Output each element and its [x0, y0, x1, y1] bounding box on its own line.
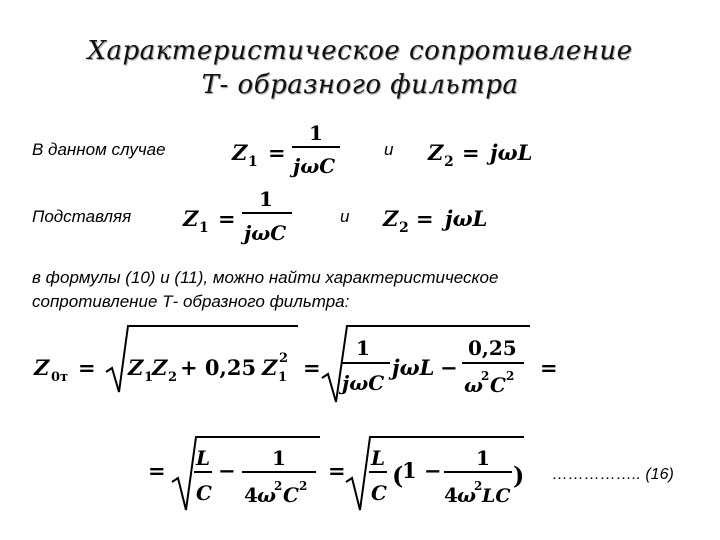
svg-text:1: 1	[144, 370, 154, 385]
equation-reference: …………….. (16)	[552, 466, 674, 483]
svg-text:Z: Z	[262, 355, 278, 380]
svg-text:=: =	[268, 140, 286, 165]
svg-text:2: 2	[444, 154, 454, 170]
svg-text:Z: Z	[383, 206, 399, 231]
svg-text:Z: Z	[232, 140, 248, 165]
svg-text:1: 1	[259, 187, 273, 211]
svg-text:Z: Z	[183, 206, 199, 231]
svg-text:=: =	[416, 206, 434, 231]
formula-z2-row1	[427, 140, 532, 170]
svg-text:−: −	[440, 355, 458, 380]
row2-conjunction: и	[340, 207, 350, 226]
svg-text:ω: ω	[257, 483, 277, 507]
svg-text:1: 1	[356, 336, 370, 360]
paragraph-line2: сопротивление Т- образного фильтра:	[32, 292, 350, 311]
svg-text:C: C	[490, 373, 506, 397]
svg-text:=: =	[148, 458, 166, 483]
row1-conjunction: и	[384, 140, 394, 159]
formula-z0t-result	[148, 437, 524, 510]
svg-text:1: 1	[272, 446, 286, 470]
svg-text:): )	[513, 461, 525, 490]
formula-z1-row1	[231, 121, 340, 178]
svg-text:C: C	[371, 481, 387, 505]
svg-text:1: 1	[309, 121, 323, 145]
formula-z2-row2	[382, 206, 487, 236]
svg-text:=: =	[540, 355, 558, 380]
svg-text:LC: LC	[482, 485, 511, 507]
svg-text:jωC: jωC	[342, 371, 385, 395]
svg-text:=: =	[303, 355, 321, 380]
svg-text:jωL: jωL	[490, 140, 533, 165]
svg-text:jωC: jωC	[244, 221, 287, 245]
svg-text:0т: 0т	[51, 370, 69, 385]
slide-title-line2: Т- образного фильтра	[201, 70, 519, 100]
svg-text:2: 2	[506, 369, 515, 383]
svg-text:0,25: 0,25	[468, 336, 517, 360]
svg-text:4: 4	[444, 483, 458, 507]
svg-text:jωL: jωL	[445, 206, 488, 231]
row2-label: Подставляя	[32, 207, 132, 226]
svg-text:(: (	[392, 461, 404, 490]
svg-text:ω: ω	[457, 483, 477, 507]
svg-text:2: 2	[279, 351, 289, 366]
row1-label: В данном случае	[32, 140, 166, 159]
svg-text:=: =	[328, 458, 346, 483]
svg-text:1: 1	[199, 220, 209, 236]
svg-text:2: 2	[399, 220, 409, 236]
svg-text:1: 1	[476, 446, 490, 470]
svg-text:Z: Z	[428, 140, 444, 165]
svg-text:2: 2	[481, 369, 490, 383]
svg-text:=: =	[78, 355, 96, 380]
svg-text:2: 2	[274, 479, 283, 493]
svg-text:jωL: jωL	[392, 355, 435, 380]
svg-text:2: 2	[299, 479, 308, 493]
svg-text:=: =	[462, 140, 480, 165]
svg-text:+ 0,25: + 0,25	[180, 355, 257, 380]
svg-text:2: 2	[474, 479, 483, 493]
svg-text:Z: Z	[34, 355, 50, 380]
slide-title-line1: Характеристическое сопротивление	[87, 36, 633, 66]
svg-text:1: 1	[248, 154, 258, 170]
formula-z1-row2	[182, 187, 292, 245]
svg-text:−: −	[218, 458, 236, 483]
svg-text:4: 4	[244, 483, 258, 507]
svg-text:C: C	[196, 481, 212, 505]
svg-text:Z: Z	[152, 355, 168, 380]
svg-text:L: L	[196, 446, 211, 470]
paragraph-line1: в формулы (10) и (11), можно найти характеристическое	[32, 268, 499, 287]
svg-text:L: L	[371, 446, 386, 470]
svg-text:jωC: jωC	[293, 154, 336, 178]
svg-text:1 −: 1 −	[402, 458, 442, 483]
svg-text:=: =	[218, 206, 236, 231]
formula-z0t	[33, 326, 558, 402]
svg-text:Z: Z	[128, 355, 144, 380]
svg-text:ω: ω	[464, 373, 484, 397]
svg-text:2: 2	[168, 370, 178, 385]
svg-text:C: C	[283, 483, 299, 507]
svg-text:1: 1	[278, 370, 288, 385]
